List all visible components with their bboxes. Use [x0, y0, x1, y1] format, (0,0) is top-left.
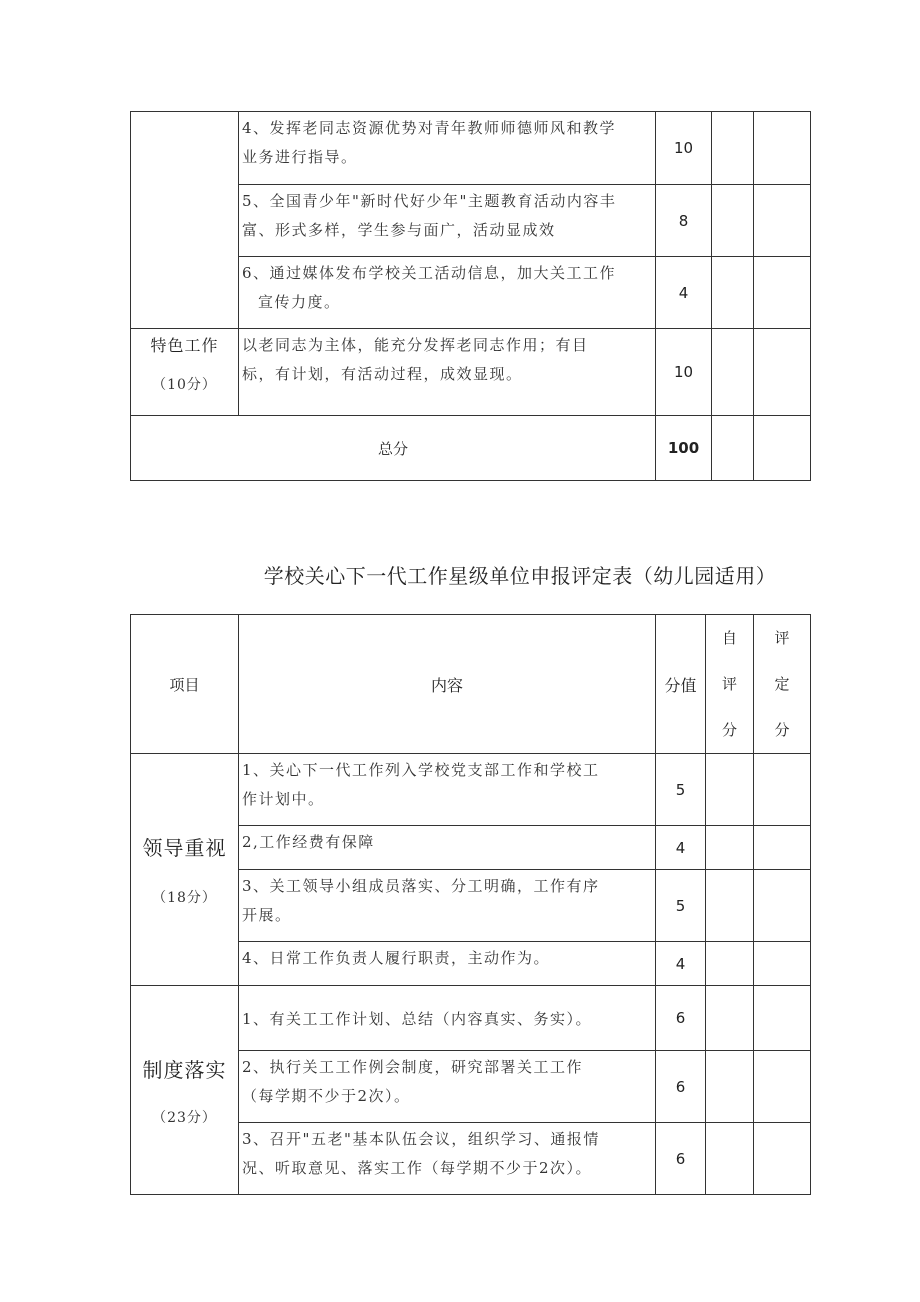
self-score-cell[interactable] [706, 1051, 754, 1123]
content-line: 标，有计划，有活动过程，成效显现。 [242, 365, 523, 383]
content-cell [239, 942, 656, 986]
item-cell [131, 986, 239, 1195]
content-line: （每学期不少于2次）。 [242, 1087, 411, 1105]
item-points: （23分） [152, 1109, 217, 1126]
eval-score-cell[interactable] [754, 942, 811, 986]
content-line: 1、关心下一代工作列入学校党支部工作和学校工 [242, 761, 600, 779]
table-row-special [131, 329, 811, 416]
item-points: （18分） [152, 890, 217, 906]
item-name: 领导重视 [142, 836, 227, 860]
content-cell [239, 826, 656, 870]
content-cell [239, 1123, 656, 1195]
content-line: 富、形式多样，学生参与面广，活动显成效 [242, 221, 556, 239]
content-line: 2、执行关工工作例会制度，研究部署关工工作 [242, 1058, 584, 1076]
eval-score-cell[interactable] [754, 754, 811, 826]
eval-score-cell[interactable] [754, 986, 811, 1051]
table-continued [130, 111, 810, 481]
item-points: （10分） [152, 377, 217, 393]
score-cell: 4 [656, 826, 706, 870]
content-cell [239, 986, 656, 1051]
item-cell [131, 754, 239, 986]
header-char: 定 [774, 675, 790, 693]
self-score-cell[interactable] [712, 257, 754, 329]
score-cell: 6 [656, 986, 706, 1051]
score-cell: 5 [656, 754, 706, 826]
eval-score-cell[interactable] [754, 416, 811, 481]
score-cell: 6 [656, 1123, 706, 1195]
self-score-cell[interactable] [706, 826, 754, 870]
self-score-cell[interactable] [712, 416, 754, 481]
table-row [131, 112, 811, 185]
item-name: 制度落实 [142, 1057, 227, 1082]
content-line: 宣传力度。 [258, 293, 341, 311]
table-row [131, 986, 811, 1051]
table-row [131, 754, 811, 826]
score-cell: 4 [656, 257, 712, 329]
content-line: 业务进行指导。 [242, 148, 358, 166]
content-cell [239, 112, 656, 185]
self-score-cell[interactable] [712, 112, 754, 185]
eval-score-cell[interactable] [754, 870, 811, 942]
header-char: 评 [721, 675, 737, 693]
self-score-cell[interactable] [706, 986, 754, 1051]
header-score: 分值 [656, 615, 706, 754]
content-cell [239, 1051, 656, 1123]
content-line: 3、召开"五老"基本队伍会议，组织学习、通报情 [242, 1130, 600, 1148]
item-cell [131, 329, 239, 416]
content-line: 5、全国青少年"新时代好少年"主题教育活动内容丰 [242, 192, 617, 210]
score-cell: 4 [656, 942, 706, 986]
eval-score-cell[interactable] [754, 112, 811, 185]
header-item: 项目 [131, 615, 239, 754]
score-cell: 8 [656, 185, 712, 257]
content-line: 1、有关工工作计划、总结（内容真实、务实）。 [242, 1009, 593, 1028]
content-line: 2,工作经费有保障 [242, 833, 375, 851]
content-cell [239, 870, 656, 942]
total-label: 总分 [131, 416, 656, 481]
table-row-total [131, 416, 811, 481]
header-content: 内容 [239, 615, 656, 754]
content-line: 作计划中。 [242, 790, 325, 808]
header-self-score [706, 615, 754, 754]
content-line: 开展。 [242, 906, 292, 924]
content-cell [239, 185, 656, 257]
header-char: 分 [774, 721, 790, 739]
table-header-row [131, 615, 811, 754]
self-score-cell[interactable] [706, 942, 754, 986]
self-score-cell[interactable] [706, 1123, 754, 1195]
self-score-cell[interactable] [706, 754, 754, 826]
eval-score-cell[interactable] [754, 185, 811, 257]
eval-score-cell[interactable] [754, 826, 811, 870]
content-line: 4、日常工作负责人履行职责，主动作为。 [242, 949, 551, 967]
content-line: 4、发挥老同志资源优势对青年教师师德师风和教学 [242, 119, 617, 137]
content-cell [239, 257, 656, 329]
header-char: 自 [721, 629, 737, 647]
score-cell: 10 [656, 329, 712, 416]
evaluation-table [130, 614, 810, 1195]
score-cell: 6 [656, 1051, 706, 1123]
header-eval-score [754, 615, 811, 754]
header-char: 评 [774, 629, 790, 647]
content-line: 以老同志为主体，能充分发挥老同志作用；有目 [242, 336, 589, 354]
content-cell [239, 754, 656, 826]
content-line: 6、通过媒体发布学校关工活动信息，加大关工工作 [242, 264, 617, 282]
content-line: 况、听取意见、落实工作（每学期不少于2次）。 [242, 1159, 593, 1177]
content-line: 3、关工领导小组成员落实、分工明确，工作有序 [242, 877, 600, 895]
item-name: 特色工作 [150, 336, 219, 355]
self-score-cell[interactable] [712, 185, 754, 257]
self-score-cell[interactable] [706, 870, 754, 942]
form-title: 学校关心下一代工作星级单位申报评定表（幼儿园适用） [263, 564, 777, 588]
eval-score-cell[interactable] [754, 329, 811, 416]
content-cell [239, 329, 656, 416]
self-score-cell[interactable] [712, 329, 754, 416]
eval-score-cell[interactable] [754, 1051, 811, 1123]
score-cell: 5 [656, 870, 706, 942]
eval-score-cell[interactable] [754, 1123, 811, 1195]
item-cell-empty [131, 112, 239, 329]
header-char: 分 [721, 721, 737, 739]
score-cell: 10 [656, 112, 712, 185]
eval-score-cell[interactable] [754, 257, 811, 329]
total-score: 100 [656, 416, 712, 481]
